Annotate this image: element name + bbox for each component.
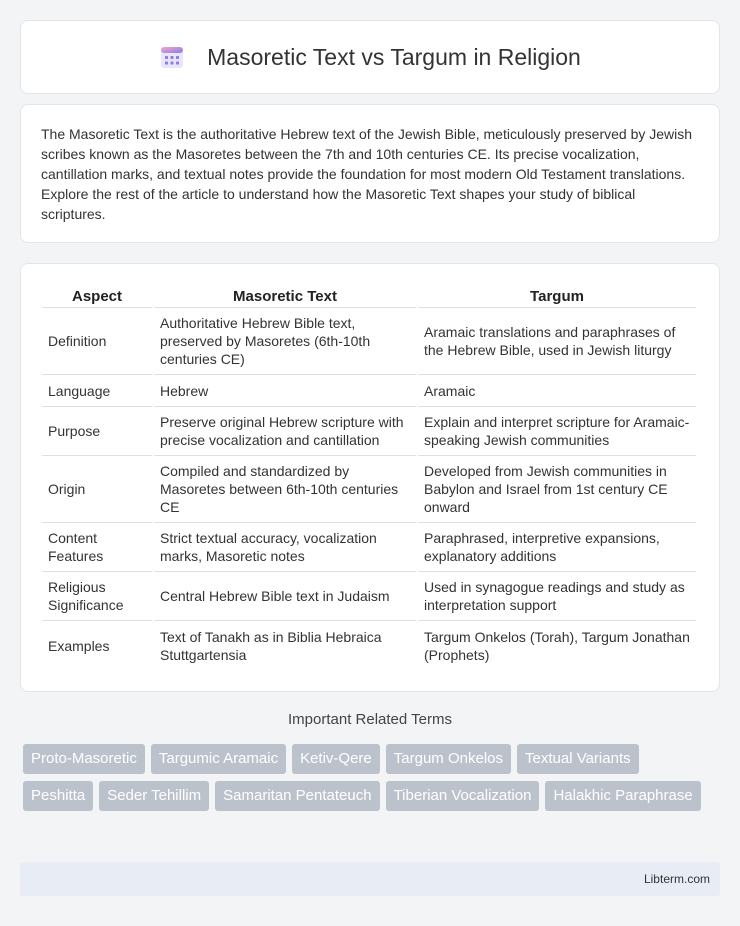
table-cell-targum: Explain and interpret scripture for Aramaic-speaking Jewish communities (418, 407, 696, 456)
related-term-tag[interactable]: Samaritan Pentateuch (215, 781, 379, 811)
footer-site-link[interactable]: Libterm.com (643, 872, 710, 886)
table-cell-aspect: Religious Significance (42, 572, 152, 621)
table-cell-targum: Aramaic translations and paraphrases of the Hebrew Bible, used in Jewish liturgy (418, 308, 696, 375)
related-term-tag[interactable]: Proto-Masoretic (23, 744, 145, 774)
related-term-tag[interactable]: Tiberian Vocalization (386, 781, 540, 811)
table-cell-aspect: Content Features (42, 523, 152, 572)
header (159, 44, 581, 71)
column-header-masoretic: Masoretic Text (154, 284, 416, 308)
table-cell-aspect: Definition (42, 308, 152, 375)
table-cell-masoretic: Preserve original Hebrew scripture with precise vocalization and cantillation (154, 407, 416, 456)
table-row (42, 621, 696, 670)
table-header-row (42, 284, 696, 308)
table-cell-targum: Targum Onkelos (Torah), Targum Jonathan (Prophets) (424, 628, 690, 663)
table-row (42, 456, 696, 523)
page-title: Masoretic Text vs Targum in Religion (207, 43, 581, 70)
table-cell-targum: Aramaic (418, 375, 696, 407)
column-header-aspect: Aspect (42, 284, 152, 308)
related-term-tag[interactable]: Targumic Aramaic (151, 744, 286, 774)
comparison-table-card (20, 263, 720, 692)
table-cell-masoretic: Hebrew (154, 375, 416, 407)
table-cell-targum: Paraphrased, interpretive expansions, explanatory additions (418, 523, 696, 572)
comparison-table (40, 284, 698, 670)
related-terms-heading: Important Related Terms (288, 711, 452, 728)
table-cell-aspect: Purpose (42, 407, 152, 456)
table-cell-masoretic: Compiled and standardized by Masoretes between 6th-10th centuries CE (154, 456, 416, 523)
table-cell-masoretic: Text of Tanakh as in Biblia Hebraica Stuttgartensia (160, 628, 382, 663)
table-cell-aspect: Examples (48, 637, 110, 654)
related-term-tag[interactable]: Halakhic Paraphrase (545, 781, 700, 811)
calendar-icon (159, 44, 185, 70)
table-row (42, 572, 696, 621)
related-term-tag[interactable]: Seder Tehillim (99, 781, 209, 811)
table-cell-targum: Used in synagogue readings and study as interpretation support (418, 572, 696, 621)
header-card (20, 20, 720, 94)
table-cell-aspect: Language (42, 375, 152, 407)
related-term-tag[interactable]: Textual Variants (517, 744, 639, 774)
table-row (42, 523, 696, 572)
intro-card (20, 104, 720, 243)
related-term-tag[interactable]: Peshitta (23, 781, 93, 811)
table-row (42, 407, 696, 456)
table-cell-masoretic: Strict textual accuracy, vocalization marks, Masoretic notes (154, 523, 416, 572)
table-row (42, 308, 696, 375)
table-row (42, 375, 696, 407)
intro-paragraph: The Masoretic Text is the authoritative Hebrew text of the Jewish Bible, meticulously preserved by Jewish scribes known as the Masoretes between the 7th and 10th centuries CE. Its precise vocalization, cantillation marks, and textual notes provide the foundation for most modern Old Testament translations. Explore the rest of the article to understand how the Masoretic Text shapes your study of biblical scriptures. (41, 126, 693, 222)
column-header-targum: Targum (418, 284, 696, 308)
related-term-tag[interactable]: Ketiv-Qere (292, 744, 380, 774)
footer (20, 862, 720, 896)
related-terms-list (23, 744, 703, 811)
table-cell-aspect: Origin (42, 456, 152, 523)
table-cell-targum: Developed from Jewish communities in Babylon and Israel from 1st century CE onward (418, 456, 696, 523)
table-cell-masoretic: Central Hebrew Bible text in Judaism (154, 572, 416, 621)
table-cell-masoretic: Authoritative Hebrew Bible text, preserved by Masoretes (6th-10th centuries CE) (154, 308, 416, 375)
related-term-tag[interactable]: Targum Onkelos (386, 744, 511, 774)
